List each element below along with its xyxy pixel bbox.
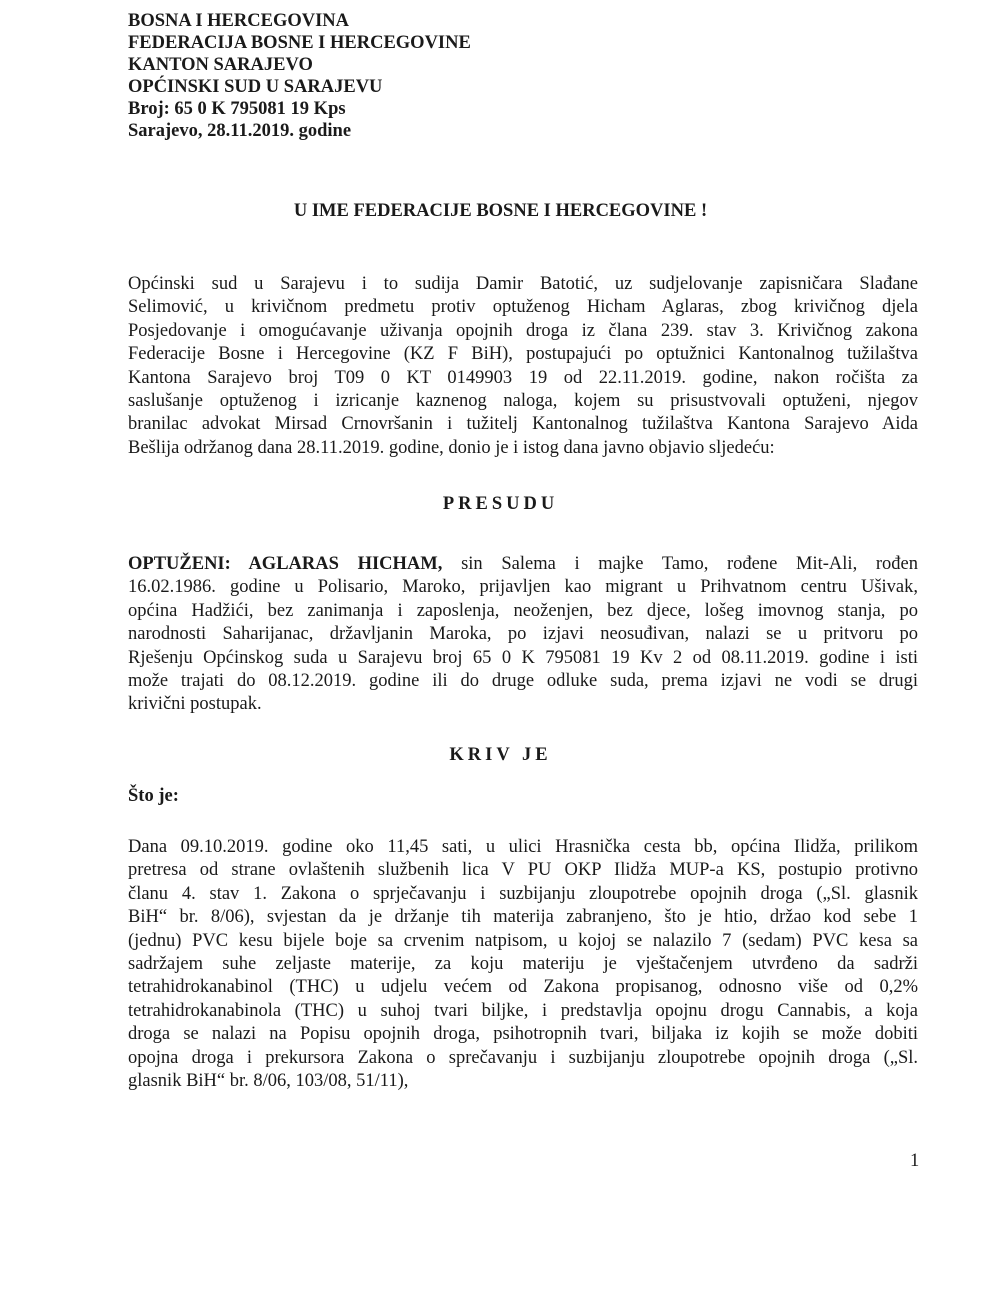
text-line: Bešlija održanog dana 28.11.2019. godine, donio je i istog dana javno objavio sljedeću: — [128, 437, 775, 458]
text-line: Dana 09.10.2019. godine oko 11,45 sati, u ulici Hrasnička cesta bb, općina Ilidža, prilikom — [128, 837, 918, 857]
text-line: općina Hadžići, bez zanimanja i zaposlenja, neoženjen, bez djece, lošeg imovnog stanja, po — [128, 600, 918, 621]
guilty-heading: KRIV JE — [449, 745, 552, 765]
text-line: BiH“ br. 8/06), svjestan da je držanje tih materija zabranjeno, što je htio, držao kod sebe 1 — [128, 907, 918, 928]
text-line: tetrahidrokanabinola (THC) u suhoj tvari biljke, i predstavlja opojnu drogu Cannabis, a koja — [128, 1000, 918, 1021]
intro-paragraph — [128, 273, 918, 460]
text-line: Rješenju Općinskog suda u Sarajevu broj 65 0 K 795081 19 Kv 2 od 08.11.2019. godine i isti — [128, 647, 918, 668]
text-line: (jednu) PVC kesu bijele boje sa crvenim natpisom, u kojoj se nalazilo 7 (sedam) PVC kesa sa — [128, 930, 918, 951]
case-number: Broj: 65 0 K 795081 19 Kps — [128, 99, 346, 119]
text-span: sin Salema i majke Tamo, rođene Mit-Ali, rođen — [442, 554, 918, 574]
verdict-title: PRESUDU — [442, 494, 559, 514]
text-line: Općinski sud u Sarajevu i to sudija Damir Batotić, uz sudjelovanje zapisničara Slađane — [128, 274, 918, 294]
text-line: pretresa od strane ovlaštenih službenih lica V PU OKP Ilidža MUP-a KS, postupio protivno — [128, 860, 918, 881]
text-line: sadržajem suhe zeljaste materije, za koju materiju je vještačenjem utvrđeno da sadrži — [128, 954, 918, 975]
header-line: KANTON SARAJEVO — [128, 55, 313, 75]
invocation-heading: U IME FEDERACIJE BOSNE I HERCEGOVINE ! — [293, 201, 708, 221]
text-line: 16.02.1986. godine u Polisario, Maroko, prijavljen kao migrant u Prihvatnom centru Ušivak, — [128, 577, 918, 598]
text-line: glasnik BiH“ br. 8/06, 103/08, 51/11), — [128, 1071, 409, 1092]
court-header — [128, 10, 471, 142]
text-line: članu 4. stav 1. Zakona o sprječavanju i suzbijanju zloupotrebe opojnih droga („Sl. glasnik — [128, 883, 918, 904]
header-line: BOSNA I HERCEGOVINA — [128, 11, 350, 31]
text-line: opojna droga i prekursora Zakona o sprečavanju i suzbijanju zloupotrebe opojnih droga („Sl. — [128, 1047, 918, 1068]
text-line: Posjedovanje i omogućavanje uživanja opojnih droga iz člana 239. stav 3. Krivičnog zakona — [128, 320, 918, 341]
text-line: saslušanje optuženog i izricanje kaznenog naloga, kojem su prisustvovali optuženi, njegov — [128, 391, 918, 412]
facts-paragraph — [128, 836, 918, 1093]
text-line: droga se nalazi na Popisu opojnih droga, psihotropnih tvari, biljaka iz kojih se može dobiti — [128, 1024, 918, 1045]
text-line: može trajati do 08.12.2019. godine ili do druge odluke suda, prema izjavi ne vodi se drugi — [128, 671, 918, 692]
text-line: narodnosti Saharijanac, državljanin Maroka, po izjavi neosuđivan, nalazi se u pritvoru po — [128, 624, 918, 645]
what-label: Što je: — [128, 786, 179, 806]
text-line: Selimović, u krivičnom predmetu protiv optuženog Hicham Aglaras, zbog krivičnog djela — [128, 297, 918, 318]
text-line: tetrahidrokanabinol (THC) u udjelu većem od Zakona propisanog, odnosno više od 0,2% — [128, 977, 918, 998]
header-line: FEDERACIJA BOSNE I HERCEGOVINE — [128, 33, 471, 53]
text-line: krivični postupak. — [128, 694, 262, 715]
date-line: Sarajevo, 28.11.2019. godine — [128, 121, 352, 141]
text-line: Federacije Bosne i Hercegovine (KZ F BiH), postupajući po optužnici Kantonalnog tužilaštva — [128, 344, 918, 365]
text-line: Kantona Sarajevo broj T09 0 KT 0149903 19 od 22.11.2019. godine, nakon ročišta za — [128, 367, 918, 388]
text-line: branilac advokat Mirsad Crnovršanin i tužitelj Kantonalnog tužilaštva Kantona Sarajevo Aida — [128, 414, 918, 435]
page-number: 1 — [910, 1151, 920, 1171]
header-line: OPĆINSKI SUD U SARAJEVU — [128, 77, 383, 97]
text-line — [128, 553, 918, 576]
accused-paragraph — [128, 553, 918, 717]
accused-label: OPTUŽENI: AGLARAS HICHAM, — [128, 554, 443, 574]
